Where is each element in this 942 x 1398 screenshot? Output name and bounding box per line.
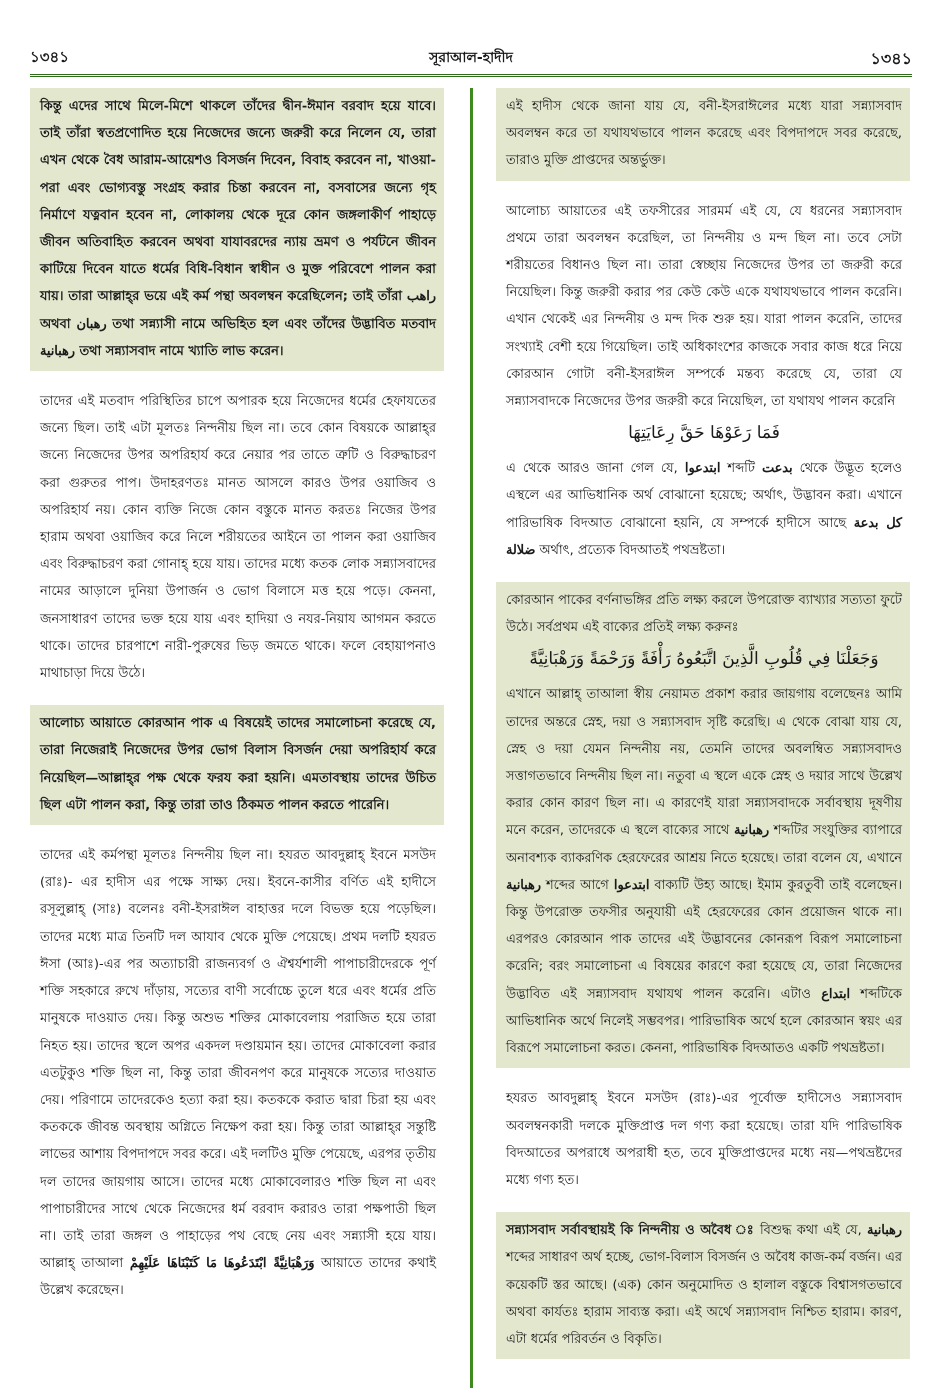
left-p1-text: কিন্তু এদের সাথে মিলে-মিশে থাকলে তাঁদের দ্বীন-ঈমান বরবাদ হয়ে যাবে। তাই তাঁরা স্বতপ্রণোদিত হয়ে নিজেদের জন্যে জরুরী করে নিলেন যে, তারা এখন থেকে বৈধ আরাম-আয়েশও বিসর্জন দিবেন, বিবাহ করবেন না, খাওয়া-পরা এবং ভোগ্যবস্তু সংগ্রহ করার চিন্তা করবেন না, বসবাসের জন্যে গৃহ নির্মাণে যত্নবান হবেন না, লোকালয় থেকে দূরে কোন জঙ্গলাকীর্ণ পাহাড়ে জীবন অতিবাহিত করবেন অথবা যাযাবরদের ন্যায় ভ্রমণ ও পর্যটনে জীবন কাটিয়ে দিবেন যাতে ধর্মের বিধি-বিধান স্বাধীন ও মুক্ত পরিবেশে পালন করা যায়। তারা আল্লাহ্‌র ভয়ে এই কর্ম পন্থা অবলম্বন করেছিলেন; তাই তাঁরা xyxy=(40,99,436,305)
right-p5-a: বিশুদ্ধ কথা এই যে, xyxy=(760,1223,862,1239)
right-paragraph-1 xyxy=(496,88,910,181)
right-p3-arabic-verse: وَجَعَلْنَا فِي قُلُوبِ الَّذِينَ اتَّبَعُوهُ رَأْفَةً وَرَحْمَةً وَرَهْبَانِيَّةً xyxy=(529,649,879,670)
right-p3-b4: বাক্যটি উহ্য আছে। ইমাম কুরতুবী তাই বলেছেন। কিন্তু উপরোক্ত তফসীর অনুযায়ী এই হেরফেরের কোন প্রয়োজন থাকে না। এরপরও কোরআন পাক তাদের এই উদ্ভাবনের কোনরূপ বিরূপ সমালোচনা করেনি; বরং সমালোচনা এ বিষয়ের কারণে করা হয়েছে যে, তারা নিজেদের উদ্ভাবিত এই সন্ন্যাসবাদ যথাযথ পালন করেনি। এটাও xyxy=(506,877,902,1002)
left-p1-mid2: তথা সন্ন্যাসী নামে অভিহিত হল এবং তাঁদের উদ্ভাবিত মতবাদ xyxy=(112,316,436,332)
left-paragraph-1 xyxy=(30,88,444,371)
left-p1-end: তথা সন্ন্যাসবাদ নামে খ্যাতি লাভ করেন। xyxy=(79,343,284,359)
right-paragraph-4 xyxy=(496,1080,910,1200)
right-paragraph-5 xyxy=(496,1212,910,1359)
left-p3-text: আলোচ্য আয়াতে কোরআন পাক এ বিষয়েই তাদের সমালোচনা করেছে যে, তারা নিজেরাই নিজেদের উপর ভোগ বিলাস বিসর্জন দেয়া অপরিহার্য করে নিয়েছিল—আল্লাহ্‌র পক্ষ থেকে ফরয করা হয়নি। এমতাবস্থায় তাদের উচিত ছিল এটা পালন করা, কিন্তু তারা তাও ঠিকমত পালন করতে পারেনি। xyxy=(40,716,436,813)
left-p4-text: তাদের এই কর্মপন্থা মূলতঃ নিন্দনীয় ছিল না। হযরত আবদুল্লাহ্ ইবনে মসউদ (রাঃ)- এর হাদীস এর পক্ষে সাক্ষ্য দেয়। ইবনে-কাসীর বর্ণিত এই হাদীসে রসূলুল্লাহ্ (সাঃ) বলেনঃ বনী-ইসরাঈল বাহাত্তর দলে বিভক্ত হয়ে পড়েছিল। তাদের মধ্যে মাত্র তিনটি দল আযাব থেকে মুক্তি পেয়েছে। প্রথম দলটি হযরত ঈসা (আঃ)-এর পর অত্যাচারী রাজন্যবর্গ ও ঐশ্বর্যশালী পাপাচারীদেরকে পূর্ণ শক্তি সহকারে রুখে দাঁড়ায়, সত্যের বাণী সর্বোচ্চে তুলে ধরে এবং ধর্মের প্রতি মানুষকে দাওয়াত দেয়। কিন্তু অশুভ শক্তির মোকাবেলায় পরাজিত হয়ে তারা নিহত হয়। তাদের স্থলে অপর একদল দণ্ডায়মান হয়। তাদের মোকাবেলা করার এতটুকুও শক্তি ছিল না, কিন্তু তারা জীবনপণ করে মানুষকে সত্যের দাওয়াত দেয়। পরিণামে তাদেরকেও হত্যা করা হয়। কতককে করাত দ্বারা চিরা হয় এবং কতককে জীবন্ত অবস্থায় অগ্নিতে নিক্ষেপ করা হয়। কিন্তু তারা আল্লাহ্‌র সন্তুষ্টি লাভের আশায় বিপদাপদে সবর করে। এই দলটিও মুক্তি পেয়েছে, এরপর তৃতীয় দল তাদের জায়গায় আসে। তাদের মধ্যে মোকাবেলারও শক্তি ছিল না এবং পাপাচারীদের সাথে থেকে নিজেদের ধর্ম বরবাদ করারও তারা পক্ষপাতী ছিল না। তাই তারা জঙ্গল ও পাহাড়ের পথ বেছে নেয় এবং সন্ন্যাসী হয়ে যায়। আল্লাহ্ তাআলা xyxy=(40,848,436,1272)
right-p3-arabic-c: رهبانية xyxy=(506,877,541,893)
left-p2-text: তাদের এই মতবাদ পরিস্থিতির চাপে অপারক হয়ে নিজেদের ধর্মের হেফাযতের জন্যে ছিল। তাই এটা মূলতঃ নিন্দনীয় ছিল না। তবে কোন বিষয়কে আল্লাহ্‌র জন্যে নিজেদের উপর অপরিহার্য করে নেয়ার পর তাতে ত্রুটি ও বিরুদ্ধাচরণ করা গুরুতর পাপ। উদাহরণতঃ মানত আসলে কারও উপর ওয়াজিব ও অপরিহার্য নয়। কোন ব্যক্তি নিজে কোন বস্তুকে মানত করতঃ নিজের উপর হারাম অথবা ওয়াজিব করে নিলে শরীয়তের আইনে তা পালন করা ওয়াজিব এবং বিরুদ্ধাচরণ করা গোনাহ্ হয়ে যায়। তাদের মধ্যে কতক লোক সন্ন্যাসবাদের নামের আড়ালে দুনিয়া উপার্জন ও ভোগ বিলাসে মত্ত হয়ে পড়ে। কেননা, জনসাধারণ তাদের ভক্ত হয়ে যায় এবং হাদিয়া ও নযর-নিয়ায আগমন করতে থাকে। তাদের চারপাশে নারী-পুরুষের ভিড় জমতে থাকে। ফলে বেহায়াপনাও মাথাচাড়া দিয়ে উঠে। xyxy=(40,394,436,682)
right-p2-arabic-c: بدعت xyxy=(762,461,793,477)
right-p5-heading: সন্ন্যাসবাদ সর্বাবস্থায়ই কি নিন্দনীয় ও অবৈধ ঃ xyxy=(506,1223,755,1239)
left-paragraph-2 xyxy=(30,383,444,693)
left-column xyxy=(30,88,444,1323)
left-p1-arabic-b: رهبان xyxy=(76,316,107,332)
left-p4-end: আয়াতে তাদের কথাই উল্লেখ করেছেন। xyxy=(40,1256,436,1299)
right-p2-after-d: অর্থাৎ, প্রত্যেক বিদআতই পথভ্রষ্টতা। xyxy=(539,542,726,558)
right-p2-after-c: থেকে উদ্ভূত হলেও এস্থলে এর আভিধানিক অর্থ বোঝানো হয়েছে; অর্থাৎ, উদ্ভাবন করা। এখানে পারিভাষিক বিদআত বোঝানো হয়নি, যে সম্পর্কে হাদীসে আছে xyxy=(506,461,902,531)
right-p3-arabic-e: ابتداع xyxy=(821,986,851,1002)
right-p5-b: শব্দের সাধারণ অর্থ হচ্ছে, ভোগ-বিলাস বিসর্জন ও অবৈধ কাজ-কর্ম বর্জন। এর কয়েকটি স্তর আছে। (এক) কোন অনুমোদিত ও হালাল বস্তুকে বিশ্বাসগতভাবে অথবা কার্যতঃ হারাম সাব্যস্ত করা। এই অর্থে সন্ন্যাসবাদ নিশ্চিত হারাম। কারণ, এটা ধর্মের পরিবর্তন ও বিকৃতি। xyxy=(506,1250,902,1347)
right-column xyxy=(496,88,910,1371)
right-p3-text: কোরআন পাকের বর্ণনাভঙ্গির প্রতি লক্ষ্য করলে উপরোক্ত ব্যাখ্যার সত্যতা ফুটে উঠে। সর্বপ্রথম এই বাক্যের প্রতিই লক্ষ্য করুনঃ xyxy=(506,593,902,636)
surah-title: সূরাআল-হাদীদ xyxy=(429,50,513,66)
right-p5-arabic: رهبانية xyxy=(867,1223,902,1239)
left-paragraph-3 xyxy=(30,705,444,825)
right-p3-arabic-d: ابتدعوا xyxy=(613,877,650,893)
right-p3-b5: শব্দটিকে আভিধানিক অর্থে নিলেই সম্ভবপর। পারিভাষিক অর্থে হলে কোরআন স্বয়ং এর বিরূপে সমালোচনা করত। কেননা, পারিভাষিক বিদআতও একটি পথভ্রষ্টতা। xyxy=(506,986,902,1057)
right-p4-text: হযরত আবদুল্লাহ্ ইবনে মসউদ (রাঃ)-এর পূর্বোক্ত হাদীসেও সন্ন্যাসবাদ অবলম্বনকারী দলকে মুক্তিপ্রাপ্ত দল গণ্য করা হয়েছে। তারা যদি পারিভাষিক বিদআতের অপরাধে অপরাধী হত, তবে মুক্তিপ্রাপ্তদের মধ্যে নয়—পথভ্রষ্টদের মধ্যে গণ্য হত। xyxy=(506,1091,902,1188)
right-p2-after-a: এ থেকে আরও জানা গেল যে, xyxy=(506,461,678,477)
right-p3-b2: শব্দটির সংযুক্তির ব্যাপারে অনাবশ্যক ব্যাকরণিক হেরফেরের আশ্রয় নিতে হয়েছে। তারা বলেন যে, এখানে xyxy=(506,823,902,866)
right-p2-arabic-b: ابتدعوا xyxy=(684,461,721,477)
right-page-number: ১৩৪১ xyxy=(870,49,912,68)
right-p2-after-b: শব্দটি xyxy=(727,461,755,477)
left-paragraph-4 xyxy=(30,837,444,1310)
right-p2-arabic-verse: فَمَا رَعَوْهَا حَقَّ رِعَايَتِهَا xyxy=(628,423,780,444)
right-p2-text: আলোচ্য আয়াতের এই তফসীরের সারমর্ম এই যে, যে ধরনের সন্ন্যাসবাদ প্রথমে তারা অবলম্বন করেছিল, তা নিন্দনীয় ও মন্দ ছিল না। তবে সেটা শরীয়তের বিধানও ছিল না। তারা স্বেচ্ছায় নিজেদের উপর তা জরুরী করে নিয়েছিল। কিন্তু জরুরী করার পর কেউ কেউ একে যথাযথভাবে পালন করেনি। এখান থেকেই এর নিন্দনীয় ও মন্দ দিক শুরু হয়। যারা পালন করেনি, তাদের সংখ্যাই বেশী হয়ে গিয়েছিল। তাই অধিকাংশের কাজকে সবার কাজ ধরে নিয়ে কোরআন গোটা বনী-ইসরাঈল সম্পর্কে মন্তব্য করেছে যে, তারা যে সন্ন্যাসবাদকে নিজেদের উপর জরুরী করে নিয়েছিল, তা যথাযথ পালন করেনি xyxy=(506,203,902,410)
left-p1-mid: অথবা xyxy=(40,316,71,332)
right-p3-b3: শব্দের আগে xyxy=(546,877,609,893)
left-page-number: ১৩৪১ xyxy=(30,48,69,66)
right-p1-text: এই হাদীস থেকে জানা যায় যে, বনী-ইসরাঈলের মধ্যে যারা সন্ন্যাসবাদ অবলম্বন করে তা যথাযথভাবে পালন করেছে এবং বিপদাপদে সবর করেছে, তারাও মুক্তি প্রাপ্তদের অন্তর্ভুক্ত। xyxy=(506,99,902,169)
right-paragraph-2 xyxy=(496,193,910,570)
left-p1-arabic-c: رهبانية xyxy=(40,343,75,359)
right-paragraph-3 xyxy=(496,582,910,1068)
left-p4-arabic: وَرَهْبَانِيَّةً ابْتَدَعُوهَا مَا كَتَبْنَاهَا عَلَيْهِمْ xyxy=(129,1256,315,1272)
left-p1-arabic-a: راهب xyxy=(406,289,436,305)
page-header xyxy=(30,44,912,77)
right-p2-arabic-d: كل بدعة ضلالة xyxy=(506,515,902,558)
right-p3-arabic-b: رهبانية xyxy=(734,823,770,839)
column-divider xyxy=(470,88,473,1388)
right-p3-b1: এখানে আল্লাহ্ তাআলা স্বীয় নেয়ামত প্রকাশ করার জায়গায় বলেছেনঃ আমি তাদের অন্তরে স্নেহ, দয়া ও সন্ন্যাসবাদ সৃষ্টি করেছি। এ থেকে বোঝা যায় যে, স্নেহ ও দয়া যেমন নিন্দনীয় নয়, তেমনি তাদের অবলম্বিত সন্ন্যাসবাদও সত্তাগতভাবে নিন্দনীয় ছিল না। নতুবা এ স্থলে একে স্নেহ ও দয়ার সাথে উল্লেখ করার কোন কারণ ছিল না। এ কারণেই যারা সন্ন্যাসবাদকে সর্বাবস্থায় দূষণীয় মনে করেন, তাদেরকে এ স্থলে বাক্যের সাথে xyxy=(506,687,902,839)
